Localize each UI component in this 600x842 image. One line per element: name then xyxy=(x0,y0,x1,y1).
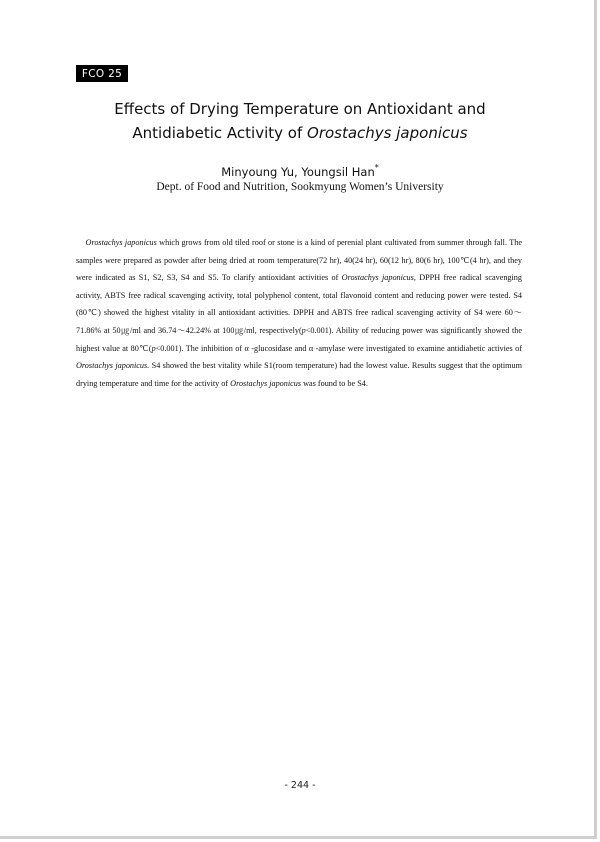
title-line-2 xyxy=(0,121,600,145)
paper-title xyxy=(0,97,600,145)
title-line-1: Effects of Drying Temperature on Antioxidant and xyxy=(114,100,486,118)
affiliation: Dept. of Food and Nutrition, Sookmyung Women’s University xyxy=(156,181,444,193)
corresponding-author-mark: * xyxy=(374,163,379,172)
abstract-species-1: Orostachys japonicus xyxy=(85,238,157,247)
abstract-text-3: <0.001). Ability of reducing power was significantly showed the highest value at 80℃( xyxy=(76,325,522,353)
abstract-text-1: which grows from old tiled roof or stone is a kind of perenial plant cultivated from summer through fall. The samples were prepared as powder after being dried at room temperature(72 hr), 40(24 hr), 60(12 hr), 80(6 hr), 100℃(4 hr), and they were indicated as S1, S2, S3, S4 and S5. To clarify antioxidant activities of xyxy=(76,238,522,283)
abstract-text-6: was found to be S4. xyxy=(301,378,368,388)
title-line-2-prefix: Antidiabetic Activity of xyxy=(132,124,308,142)
session-badge: FCO 25 xyxy=(76,65,128,82)
title-species-name: Orostachys japonicus xyxy=(307,124,468,142)
abstract-p-value-2: p xyxy=(151,343,156,353)
author-names: Minyoung Yu, Youngsil Han xyxy=(221,165,375,179)
abstract-species-3: Orostachys japonicus. xyxy=(76,361,150,371)
page-number: - 244 - xyxy=(284,780,316,791)
author-list xyxy=(0,163,600,179)
abstract-text-2: , DPPH free radical scavenging activity, ABTS free radical scavenging activity, total polyphenol content, total flavonoid content and reducing power were tested. S4 (80℃) showed the highest vitality in all antioxidant activities. DPPH and ABTS free radical scavenging activity of S4 were 60～71.86% at 50㎍/ml and 36.74～42.24% at 100㎍/ml, respectively( xyxy=(76,273,522,335)
abstract-body xyxy=(76,234,522,392)
abstract-p-value-1: p xyxy=(301,325,306,335)
abstract-species-4: Orostachys japonicus xyxy=(230,378,302,388)
abstract-text-4: <0.001). The inhibition of α -glucosidase and α -amylase were investigated to examine antidiabetic activies of xyxy=(155,343,522,353)
abstract-species-2: Orostachys japonicus xyxy=(341,273,414,283)
abstract-text-5: S4 showed the best vitality while S1(room temperature) had the lowest value. Results suggest that the optimum drying temperature and time for the activity of xyxy=(76,361,522,388)
